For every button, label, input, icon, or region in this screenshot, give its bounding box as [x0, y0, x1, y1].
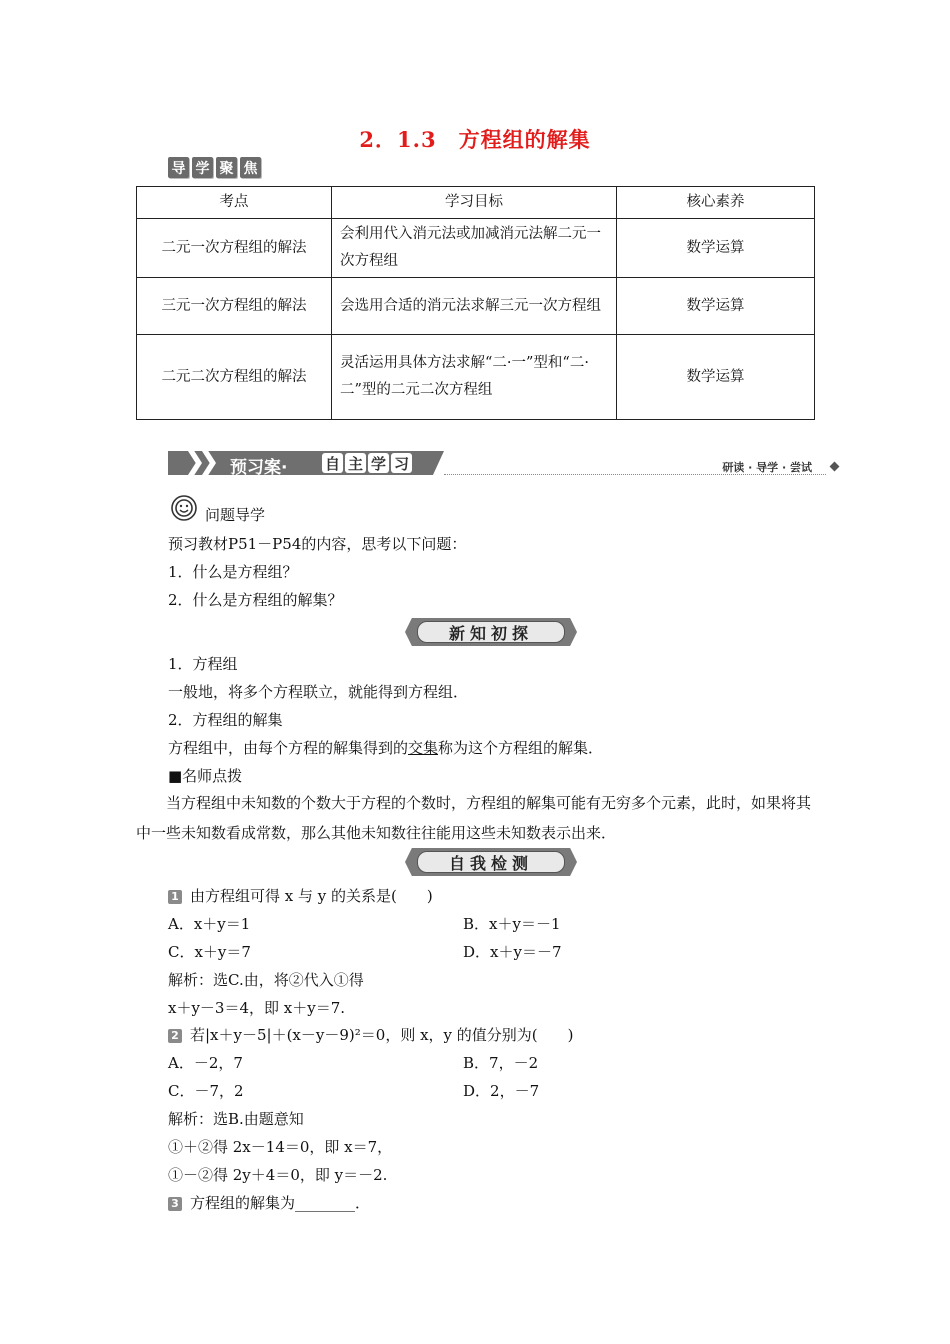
- ribbon-label: 新知初探: [448, 623, 533, 643]
- cell-topic: 二元一次方程组的解法: [137, 219, 332, 278]
- knowledge-heading-2: 2．方程组的解集: [168, 711, 283, 729]
- exercise-1-stem: [168, 885, 433, 906]
- section-badge-daoxue-jujiao: [168, 157, 261, 178]
- diamond-icon: [830, 462, 840, 472]
- exercise-number-icon: 1: [168, 890, 182, 904]
- banner-label-boxed: [322, 453, 412, 473]
- smiley-sun-icon: [170, 494, 198, 522]
- option-c: C．x＋y＝7: [168, 943, 251, 961]
- preview-intro: 预习教材P51－P54的内容，思考以下问题：: [168, 535, 467, 553]
- badge-char: 导: [168, 157, 189, 178]
- header-goal: 学习目标: [332, 187, 617, 219]
- option-d: D．x＋y＝－7: [463, 943, 562, 961]
- cell-literacy: 数学运算: [617, 278, 815, 335]
- tip-paragraph: 当方程组中未知数的个数大于方程的个数时，方程组的解集可能有无穷多个元素，此时，如果将其中一些未知数看成常数，那么其他未知数往往能用这些未知数表示出来．: [136, 794, 812, 842]
- option-a: A．－2，7: [168, 1054, 243, 1072]
- banner-label: 预习案·: [230, 458, 288, 478]
- exercise-stem-text: 由方程组可得 x 与 y 的关系是( ): [190, 887, 433, 905]
- ribbon-new-knowledge: [405, 618, 577, 646]
- knowledge-text-1: 一般地，将多个方程联立，就能得到方程组．: [168, 683, 469, 701]
- exercise-2-stem: [168, 1024, 574, 1045]
- problem-guide-heading: 问题导学: [205, 506, 266, 524]
- ribbon-label: 自我检测: [448, 853, 533, 873]
- preview-banner: [168, 447, 840, 479]
- knowledge-heading-1: 1．方程组: [168, 655, 238, 673]
- header-topic: 考点: [137, 187, 332, 219]
- ribbon-self-test: [405, 848, 577, 876]
- table-row: [137, 219, 815, 278]
- cell-topic: 二元二次方程组的解法: [137, 335, 332, 420]
- option-b: B．x＋y＝－1: [463, 915, 561, 933]
- cell-goal: 灵活运用具体方法求解“二·一”型和“二·二”型的二元二次方程组: [332, 335, 617, 420]
- banner-char: 自: [322, 453, 343, 473]
- badge-char: 学: [192, 157, 213, 178]
- badge-char: 聚: [216, 157, 237, 178]
- badge-char: 焦: [240, 157, 261, 178]
- solution-line: 解析：选B.由题意知: [168, 1110, 304, 1128]
- knowledge-text-2: [168, 737, 603, 758]
- knowledge-text-2a: 方程组中，由每个方程的解集得到的: [168, 739, 409, 757]
- underlined-term: 交集: [408, 739, 439, 757]
- exercise-number-icon: 2: [168, 1029, 182, 1043]
- page-title: 2．1.3 方程组的解集: [359, 127, 591, 152]
- table-header-row: [137, 187, 815, 219]
- exercise-stem-text: 若|x＋y－5|＋(x－y－9)²＝0，则 x，y 的值分别为( ): [190, 1026, 574, 1044]
- option-d: D．2，－7: [463, 1082, 540, 1100]
- question-2: 2．什么是方程组的解集？: [168, 591, 343, 609]
- exercise-number-icon: 3: [168, 1197, 182, 1211]
- option-a: A．x＋y＝1: [168, 915, 251, 933]
- banner-right-text: 研读 · 导学 · 尝试: [722, 461, 812, 474]
- knowledge-text-2b: 称为这个方程组的解集．: [438, 739, 604, 757]
- table-row: [137, 278, 815, 335]
- question-1: 1．什么是方程组？: [168, 563, 298, 581]
- solution-line: ①－②得 2y＋4＝0，即 y＝－2.: [168, 1166, 388, 1184]
- option-c: C．－7，2: [168, 1082, 244, 1100]
- solution-line: 解析：选C.由，将②代入①得: [168, 971, 364, 989]
- option-b: B．7，－2: [463, 1054, 539, 1072]
- learning-goals-table: [136, 186, 815, 420]
- solution-line: x＋y－3＝4，即 x＋y＝7.: [168, 999, 346, 1017]
- banner-char: 学: [368, 453, 389, 473]
- cell-literacy: 数学运算: [617, 335, 815, 420]
- exercise-3-stem: [168, 1192, 370, 1213]
- table-row: [137, 335, 815, 420]
- cell-goal: 会利用代入消元法或加减消元法解二元一次方程组: [332, 219, 617, 278]
- solution-line: ①＋②得 2x－14＝0，即 x＝7，: [168, 1138, 393, 1156]
- header-literacy: 核心素养: [617, 187, 815, 219]
- cell-literacy: 数学运算: [617, 219, 815, 278]
- tip-heading: ■名师点拨: [168, 767, 243, 785]
- cell-goal: 会选用合适的消元法求解三元一次方程组: [332, 278, 617, 335]
- cell-topic: 三元一次方程组的解法: [137, 278, 332, 335]
- banner-char: 主: [345, 453, 366, 473]
- banner-char: 习: [391, 453, 412, 473]
- exercise-stem-text: 方程组的解集为________．: [190, 1194, 371, 1212]
